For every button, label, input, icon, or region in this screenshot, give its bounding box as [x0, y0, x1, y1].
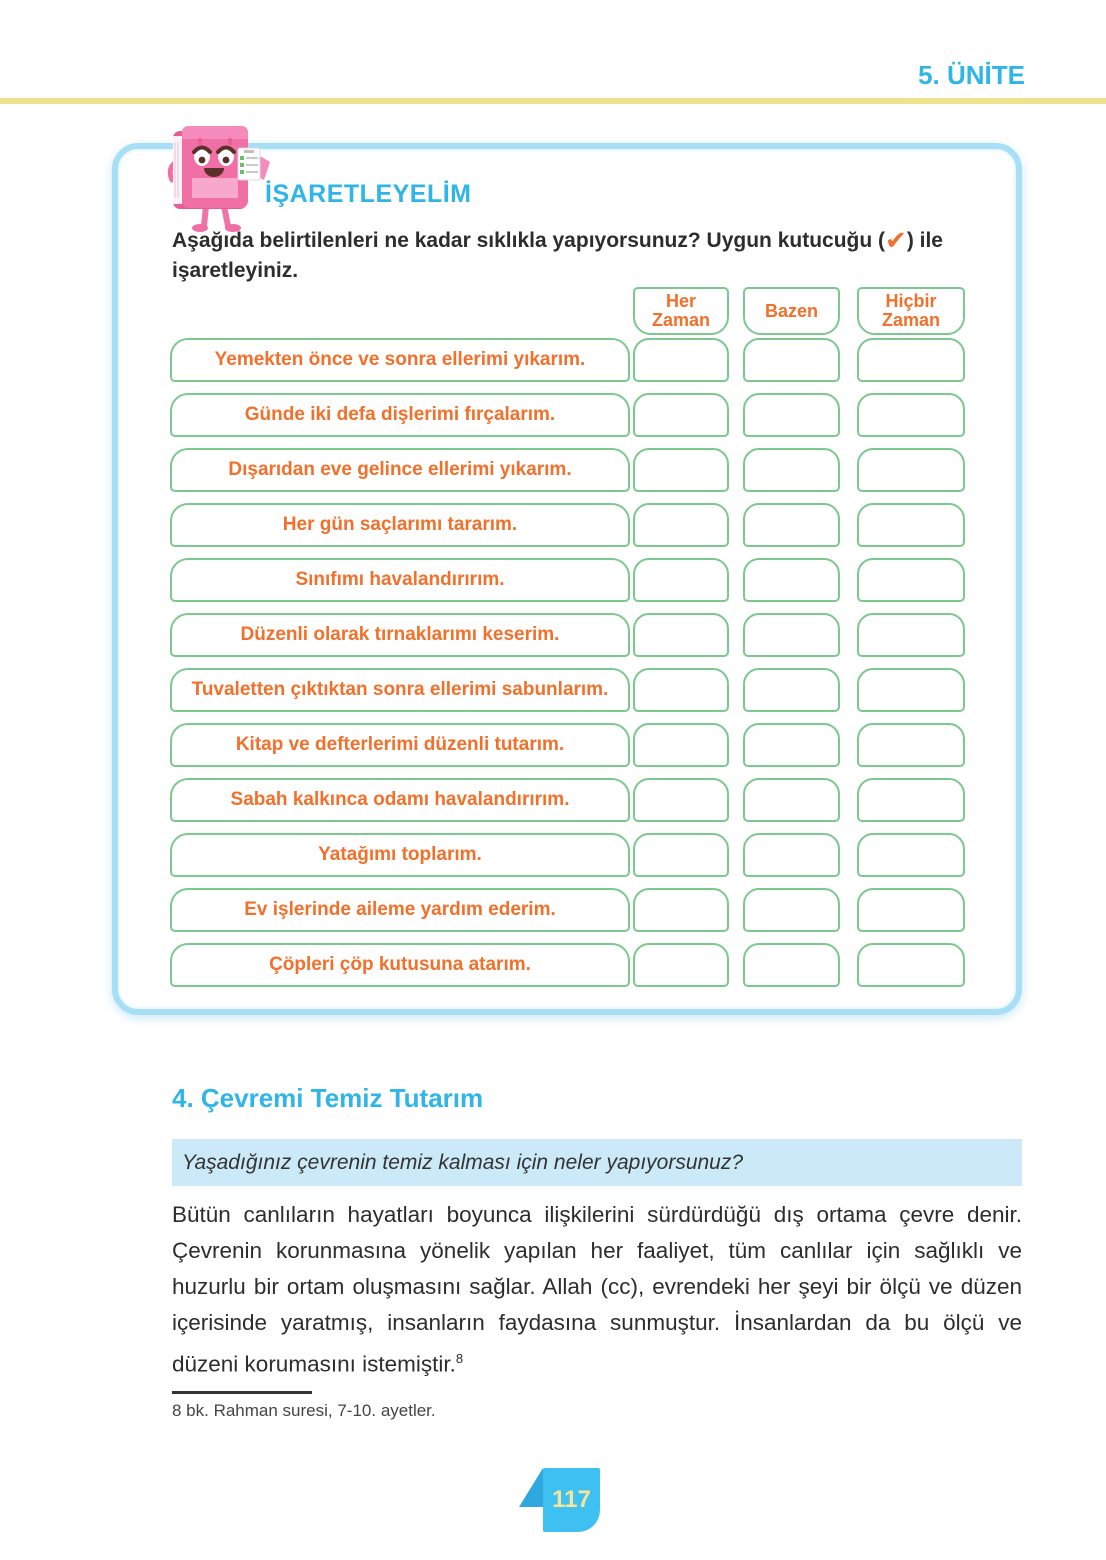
- checklist-header: [118, 287, 1016, 335]
- checkbox-cell[interactable]: [633, 943, 729, 987]
- table-row: [118, 448, 1016, 492]
- page-number: 117: [552, 1486, 591, 1513]
- row-label: Çöpleri çöp kutusuna atarım.: [170, 943, 630, 987]
- instruction-text-before: Aşağıda belirtilenleri ne kadar sıklıkla yapıyorsunuz? Uygun kutucuğu (: [172, 229, 886, 252]
- table-row: [118, 723, 1016, 767]
- tab-fold-icon: [519, 1468, 543, 1507]
- checkbox-cell[interactable]: [633, 503, 729, 547]
- column-header-bazen: Bazen: [743, 287, 840, 335]
- checkbox-cell[interactable]: [857, 833, 965, 877]
- checkbox-cell[interactable]: [743, 503, 840, 547]
- row-label: Dışarıdan eve gelince ellerimi yıkarım.: [170, 448, 630, 492]
- checkbox-cell[interactable]: [857, 448, 965, 492]
- checkbox-cell[interactable]: [743, 393, 840, 437]
- activity-box: [112, 143, 1022, 1015]
- activity-instruction: [172, 226, 978, 287]
- row-label: Yemekten önce ve sonra ellerimi yıkarım.: [170, 338, 630, 382]
- row-label: Günde iki defa dişlerimi fırçalarım.: [170, 393, 630, 437]
- checkbox-cell[interactable]: [857, 393, 965, 437]
- checkbox-cell[interactable]: [743, 888, 840, 932]
- table-row: [118, 668, 1016, 712]
- body-paragraph: [172, 1197, 1022, 1383]
- checkbox-cell[interactable]: [633, 668, 729, 712]
- activity-title: İŞARETLEYELİM: [265, 180, 472, 208]
- checkbox-cell[interactable]: [633, 833, 729, 877]
- checkbox-cell[interactable]: [857, 778, 965, 822]
- checkbox-cell[interactable]: [633, 338, 729, 382]
- book-mascot-icon: [160, 118, 272, 236]
- row-label: Yatağımı toplarım.: [170, 833, 630, 877]
- checkbox-cell[interactable]: [633, 888, 729, 932]
- checkbox-cell[interactable]: [857, 613, 965, 657]
- checkbox-cell[interactable]: [743, 558, 840, 602]
- checkbox-cell[interactable]: [857, 338, 965, 382]
- row-label: Ev işlerinde aileme yardım ederim.: [170, 888, 630, 932]
- checkbox-cell[interactable]: [743, 778, 840, 822]
- column-header-her-zaman: Her Zaman: [633, 287, 729, 335]
- checkmark-icon: ✔: [885, 225, 907, 255]
- checkbox-cell[interactable]: [743, 448, 840, 492]
- checkbox-cell[interactable]: [633, 778, 729, 822]
- checkbox-cell[interactable]: [633, 558, 729, 602]
- checkbox-cell[interactable]: [743, 613, 840, 657]
- column-header-hicbir-zaman: Hiçbir Zaman: [857, 287, 965, 335]
- table-row: [118, 393, 1016, 437]
- table-row: [118, 558, 1016, 602]
- question-bar: [172, 1139, 1022, 1186]
- table-row: [118, 503, 1016, 547]
- checkbox-cell[interactable]: [743, 723, 840, 767]
- footnote-text: 8 bk. Rahman suresi, 7-10. ayetler.: [172, 1401, 436, 1420]
- table-row: [118, 943, 1016, 987]
- checkbox-cell[interactable]: [633, 723, 729, 767]
- table-row: [118, 888, 1016, 932]
- footnote-reference: 8: [455, 1351, 464, 1366]
- checkbox-cell[interactable]: [857, 943, 965, 987]
- table-row: [118, 778, 1016, 822]
- section-heading: 4. Çevremi Temiz Tutarım: [172, 1083, 484, 1113]
- checkbox-cell[interactable]: [857, 558, 965, 602]
- row-label: Sabah kalkınca odamı havalandırırım.: [170, 778, 630, 822]
- checkbox-cell[interactable]: [743, 943, 840, 987]
- unit-label: 5. ÜNİTE: [918, 60, 1025, 90]
- checkbox-cell[interactable]: [633, 393, 729, 437]
- row-label: Sınıfımı havalandırırım.: [170, 558, 630, 602]
- checkbox-cell[interactable]: [743, 338, 840, 382]
- checkbox-cell[interactable]: [743, 668, 840, 712]
- table-row: [118, 613, 1016, 657]
- checklist-rows: [118, 338, 1016, 998]
- checkbox-cell[interactable]: [857, 503, 965, 547]
- checkbox-cell[interactable]: [857, 723, 965, 767]
- row-label: Tuvaletten çıktıktan sonra ellerimi sabunlarım.: [170, 668, 630, 712]
- table-row: [118, 833, 1016, 877]
- checkbox-cell[interactable]: [743, 833, 840, 877]
- row-label: Düzenli olarak tırnaklarımı keserim.: [170, 613, 630, 657]
- checkbox-cell[interactable]: [857, 888, 965, 932]
- row-label: Her gün saçlarımı tararım.: [170, 503, 630, 547]
- row-label: Kitap ve defterlerimi düzenli tutarım.: [170, 723, 630, 767]
- footnote-rule: [172, 1391, 312, 1394]
- checkbox-cell[interactable]: [633, 448, 729, 492]
- header-divider: [0, 98, 1106, 104]
- page-number-tab: [543, 1468, 600, 1532]
- question-text: Yaşadığınız çevrenin temiz kalması için neler yapıyorsunuz?: [182, 1150, 744, 1174]
- instruction-text-after: ) ile işaretleyiniz.: [172, 229, 943, 283]
- checkbox-cell[interactable]: [857, 668, 965, 712]
- table-row: [118, 338, 1016, 382]
- paragraph-text: Bütün canlıların hayatları boyunca ilişkilerini sürdürdüğü dış ortama çevre denir. Çevrenin korunmasına yönelik yapılan her faaliyet, tüm canlılar için sağlıklı ve huzurlu bir ortam oluşmasını sağlar. Allah (cc), evrendeki her şeyi bir ölçü ve düzen içerisinde yaratmış, insanların faydasına sunmuştur. İnsanlardan da bu ölçü ve düzeni korumasını istemiştir.: [172, 1202, 1022, 1377]
- checkbox-cell[interactable]: [633, 613, 729, 657]
